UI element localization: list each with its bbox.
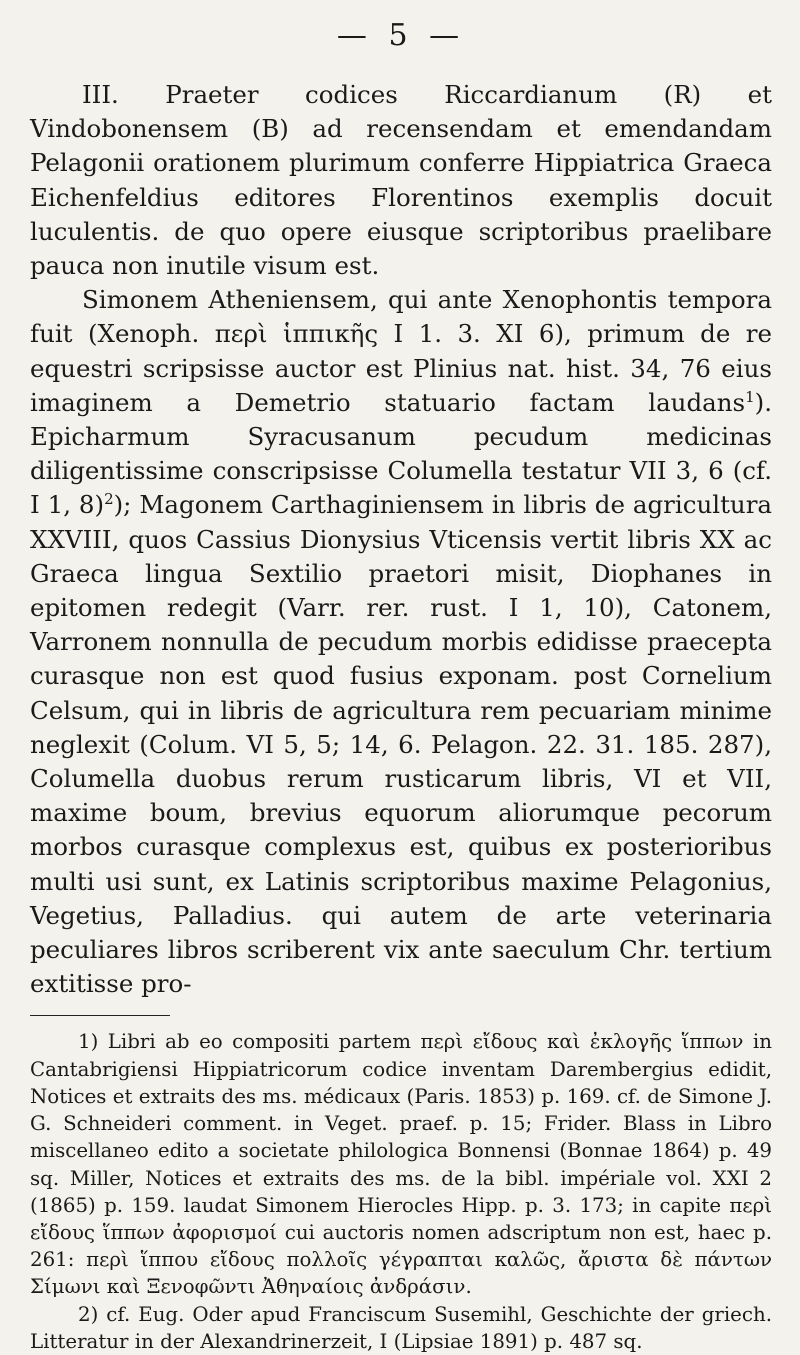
paragraph-2-cont: ). Epicharmum Syracusanum pecudum medicinas diligentissime conscripsisse Columella testatur VII 3, 6 (cf. I 1, 8) (30, 387, 772, 520)
paragraph-2-end: ); Magonem Carthaginiensem in libris de agricultura XXVIII, quos Cassius Dionysius Vticensis vertit libris XX ac Graeca lingua Sextilio praetori misit, Diophanes in epitomen redegit (Varr. rer. rust. I 1, 10), Catonem, Varronem nonnulla de pecudum morbis edidisse praecepta curasque non est quod fusius exponam. post Cornelium Celsum, qui in libris de agricultura rem pecuariam minime neglexit (Colum. VI 5, 5; 14, 6. Pelagon. 22. 31. 185. 287), Columella duobus rerum rusticarum libris, VI et VII, maxime boum, brevius equorum aliorumque pecorum morbos curasque complexus est, quibus ex posterioribus multi usi sunt, ex Latinis scriptoribus maxime Pelagonius, Vegetius, Palladius. qui autem de arte veterinaria peculiares libros scriberent vix ante saeculum Chr. tertium extitisse pro- (30, 490, 773, 999)
page (30, 18, 772, 1355)
paragraph-2 (30, 283, 772, 1001)
footnote-divider (30, 1015, 170, 1016)
footnotes (30, 1028, 772, 1354)
main-text (30, 78, 772, 1001)
footnote-1: 1) Libri ab eo compositi partem περὶ εἴδους καὶ ἐκλογῆς ἵππων in Cantabrigiensi Hippiatricorum codice inventam Darembergius edidit, Notices et extraits des ms. médicaux (Paris. 1853) p. 169. cf. de Simone J. G. Schneideri comment. in Veget. praef. p. 15; Frider. Blass in Libro miscellaneo edito a societate philologica Bonnensi (Bonnae 1864) p. 49 sq. Miller, Notices et extraits des ms. de la bibl. impériale vol. XXI 2 (1865) p. 159. laudat Simonem Hierocles Hipp. p. 3. 173; in capite περὶ εἴδους ἵππων ἀφορισμοί cui auctoris nomen adscriptum non est, haec p. 261: περὶ ἵππου εἴδους πολλοῖς γέγραπται καλῶς, ἄριστα δὲ πάντων Σίμωνι καὶ Ξενοφῶντι Ἀθηναίοις ἀνδράσιν. (30, 1030, 772, 1299)
paragraph-1: III. Praeter codices Riccardianum (R) et Vindobonensem (B) ad recensendam et emendandam Pelagonii orationem plurimum conferre Hippiatrica Graeca Eichenfeldius editores Florentinos exemplis docuit luculentis. de quo opere eiusque scriptoribus praelibare pauca non inutile visum est. (30, 80, 772, 281)
paragraph-2-text: Simonem Atheniensem, qui ante Xenophontis tempora fuit (Xenoph. περὶ ἱππικῆς I 1. 3. XI 6), primum de re equestri scripsisse auctor est Plinius nat. hist. 34, 76 eius imaginem a Demetrio statuario factam laudans (30, 285, 772, 417)
footnote-ref-1[interactable]: 1 (745, 387, 755, 406)
footnote-ref-2[interactable]: 2 (104, 490, 114, 509)
page-number: — 5 — (336, 18, 466, 53)
footnote-2: 2) cf. Eug. Oder apud Franciscum Susemihl, Geschichte der griech. Litteratur in der Alexandrinerzeit, I (Lipsiae 1891) p. 487 sq. (30, 1302, 772, 1353)
